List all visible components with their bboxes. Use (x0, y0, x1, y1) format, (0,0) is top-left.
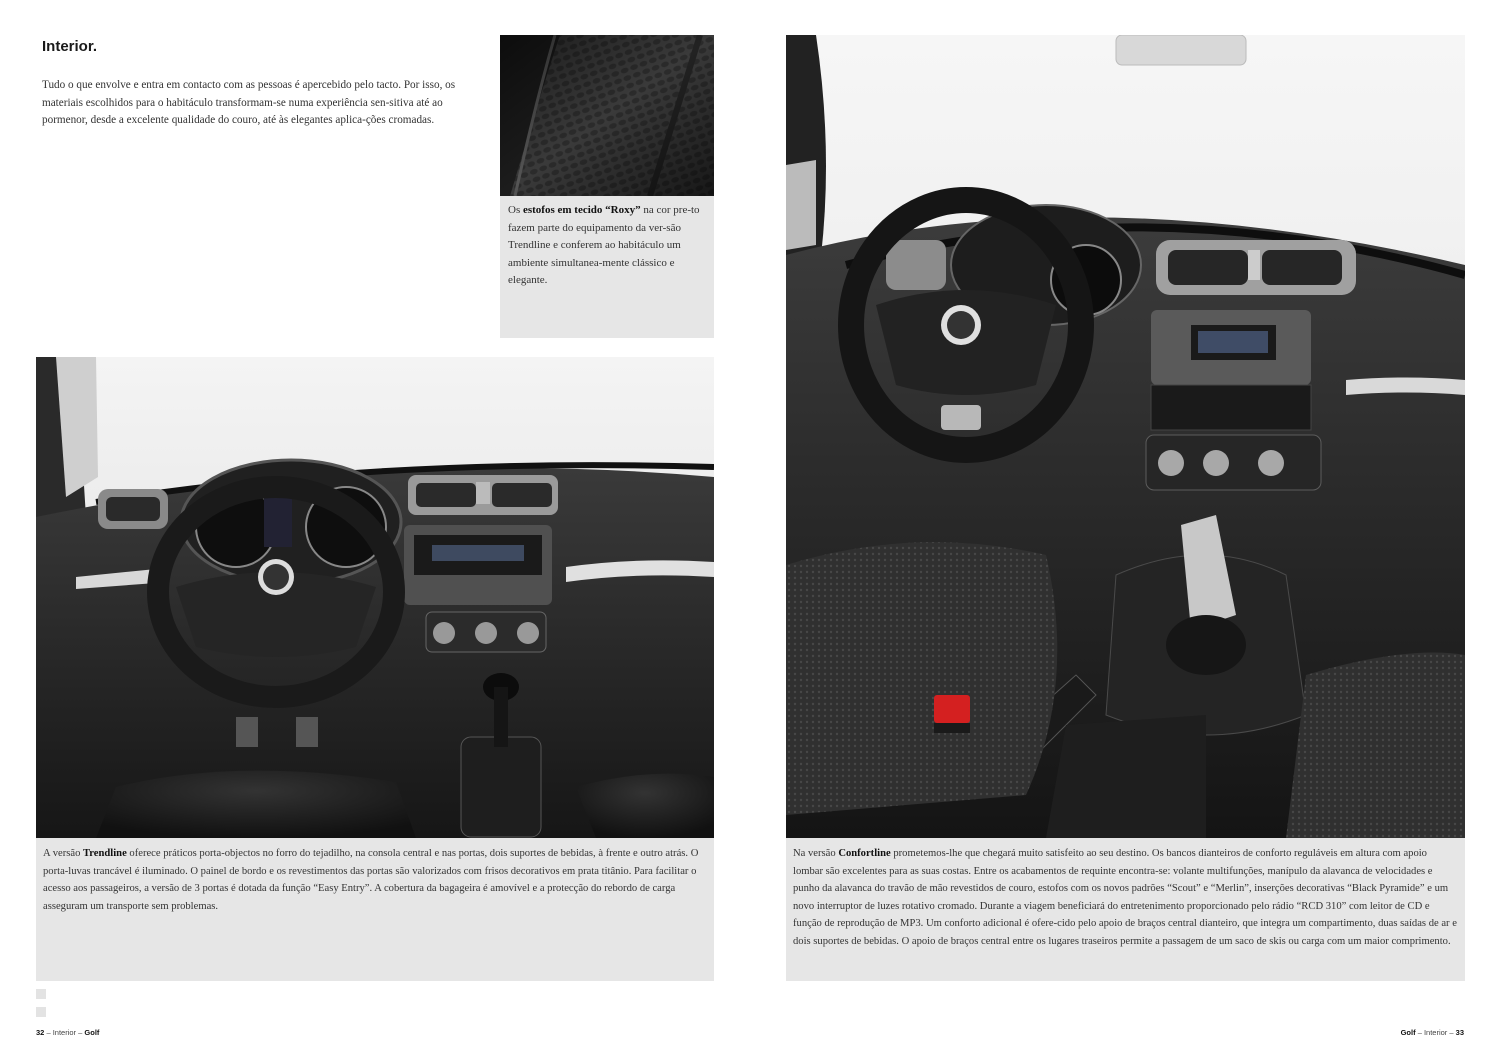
trendline-interior-photo (36, 357, 714, 838)
trendline-caption (36, 838, 714, 981)
folio-sep: – (78, 1028, 85, 1037)
confortline-caption (786, 838, 1465, 981)
confortline-caption-text: prometemos-lhe que chegará muito satisfeito ao seu destino. Os bancos dianteiros de conforto reguláveis em altura com apoio lombar são excelentes para as suas costas. Entre os acabamentos de requinte encontra-se: volante multifunções, manípulo da alavanca de velocidades e punho da alavanca do travão de mão revestidos de couro, estofos com os novos padrões “Scout” e “Merlin”, inserções decorativas “Black Pyramide” e um novo interruptor de luzes rotativo cromado. Durante a viagem beneficiará do entretenimento proporcionado pelo rádio “RCD 310” com leitor de CD e função de reprodução de MP3. Um conforto adicional é ofere-cido pelo apoio de braços central dianteiro, que integra um compartimento, duas saídas de ar e dois suportes de bebidas. O apoio de braços central entre os lugares traseiros permite a passagem de um saco de skis ou carga com um maior comprimento. (793, 848, 1457, 947)
folio-page-number: 33 (1455, 1028, 1464, 1037)
page-heading: Interior. (42, 38, 98, 55)
trendline-caption-text: oferece práticos porta-objectos no forro do tejadilho, na consola central e nas portas, dois suportes de bebidas, à frente e outro atrás. O porta-luvas trancável é iluminado. O painel de bordo e os revestimentos das portas são valorizados com frisos decorativos em prata titânio. Para facilitar o acesso aos passageiros, a versão de 3 portas é dotada da função “Easy Entry”. A cobertura da bagageira é amovível e a protecção do rebordo de carga asseguram um transporte sem problemas. (43, 848, 699, 912)
folio-model: Golf (1400, 1028, 1416, 1037)
folio-sep: – (1449, 1028, 1456, 1037)
decorative-square (36, 1007, 46, 1017)
confortline-interior-photo (786, 35, 1465, 838)
folio-page-number: 32 (36, 1028, 45, 1037)
folio-sep: – (1417, 1028, 1424, 1037)
folio-model: Golf (84, 1028, 100, 1037)
intro-paragraph: Tudo o que envolve e entra em contacto com as pessoas é apercebido pelo tacto. Por isso, os materiais escolhidos para o habitáculo transformam-se numa experiência sen-sitiva até ao pormenor, desde a excelente qualidade do couro, até às elegantes aplica-ções cromadas. (42, 79, 456, 126)
folio-section: Interior (1423, 1028, 1448, 1037)
trendline-caption-bold: Trendline (83, 848, 127, 859)
fabric-caption (500, 196, 714, 338)
folio-section: Interior (52, 1028, 77, 1037)
fabric-caption-bold: estofos em tecido “Roxy” (522, 204, 641, 216)
fabric-photo (500, 35, 714, 196)
decorative-square (36, 989, 46, 999)
left-folio (36, 1028, 99, 1037)
fabric-caption-text: na cor pre-to fazem parte do equipamento da ver-são Trendline e conferem ao habitáculo um ambiente simultanea-mente clássico e elegante. (508, 204, 700, 286)
trendline-caption-lead: A versão (43, 848, 84, 859)
right-folio (1401, 1028, 1464, 1037)
confortline-caption-lead: Na versão (793, 848, 839, 859)
folio-sep: – (46, 1028, 53, 1037)
fabric-caption-lead: Os (508, 204, 523, 216)
confortline-caption-bold: Confortline (838, 848, 891, 859)
